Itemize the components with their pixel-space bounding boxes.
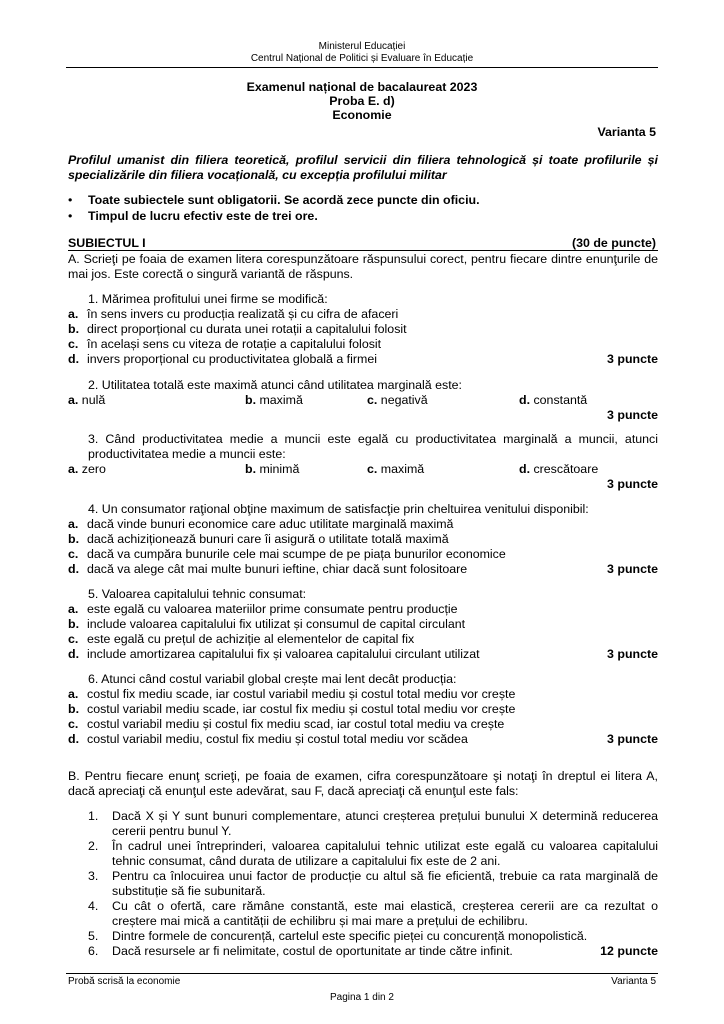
footer-left: Probă scrisă la economie xyxy=(68,976,181,987)
option: d. invers proporțional cu productivitatea globală a firmei 3 puncte xyxy=(68,352,658,366)
question-3 xyxy=(68,432,658,492)
option: a. dacă vinde bunuri economice care aduc utilitate marginală maximă xyxy=(68,517,454,531)
profile-text: Profilul umanist din filiera teoretică, profilul servicii din filiera tehnologică și toate profilurile și specializările din filiera vocațională, cu excepția profilului militar xyxy=(68,153,658,182)
question-stem: 6. Atunci când costul variabil global crește mai lent decât producția: xyxy=(88,672,457,686)
question-points: 3 puncte xyxy=(607,477,658,491)
option: b. direct proporțional cu durata unei rotații a capitalului folosit xyxy=(68,322,407,336)
option: d. dacă va alege cât mai multe bunuri ieftine, chiar dacă sunt folositoare 3 puncte xyxy=(68,562,658,576)
question-points: 3 puncte xyxy=(607,732,658,746)
part-b-points: 12 puncte xyxy=(600,944,658,958)
question-stem: 3. Când productivitatea medie a muncii este egală cu productivitatea marginală a muncii, atunci productivitatea medie a muncii este: xyxy=(88,432,658,461)
option: c. dacă va cumpăra bunurile cele mai scumpe de pe piața bunurilor economice xyxy=(68,547,506,561)
exam-subject: Economie xyxy=(332,108,392,122)
header-center: Centrul Național de Politici și Evaluare în Educație xyxy=(250,53,474,64)
part-b-list xyxy=(88,809,658,959)
footer-right: Varianta 5 xyxy=(611,976,656,987)
question-6 xyxy=(68,672,658,747)
list-item: 1. Dacă X și Y sunt bunuri complementare, atunci creșterea prețului bunului X determină reducerea cererii pentru bunul Y. xyxy=(88,809,658,838)
options-row: a. zero b. minimă c. maximă d. crescătoare xyxy=(68,462,599,476)
section-underline xyxy=(68,250,658,251)
list-item: 3. Pentru ca înlocuirea unui factor de producție cu altul să fie eficientă, trebuie ca rata marginală de substituție să fie subunitară. xyxy=(88,869,658,898)
variant-label: Varianta 5 xyxy=(597,125,656,139)
question-stem: 5. Valoarea capitalului tehnic consumat: xyxy=(88,587,307,601)
option: c. costul variabil mediu și costul fix mediu scad, iar costul total mediu va crește xyxy=(68,717,505,731)
options-row: a. nulă b. maximă c. negativă d. constantă xyxy=(68,393,588,407)
question-1 xyxy=(68,292,658,367)
question-stem: 2. Utilitatea totală este maximă atunci când utilitatea marginală este: xyxy=(88,378,462,392)
question-stem: 4. Un consumator raţional obţine maximum de satisfacţie prin cheltuirea venitului disponibil: xyxy=(88,502,589,516)
question-points: 3 puncte xyxy=(607,408,658,422)
part-a-intro: A. Scrieţi pe foaia de examen litera corespunzătoare răspunsului corect, pentru fiecare dintre enunţurile de mai jos. Este corectă o singură variantă de răspuns. xyxy=(68,252,658,281)
question-points: 3 puncte xyxy=(607,562,658,576)
list-item: 2. În cadrul unei întreprinderi, valoarea capitalului tehnic utilizat este egală cu valoarea capitalului tehnic consumat, când durata de utilizare a capitalului fix este de 2 ani. xyxy=(88,839,658,868)
option: d. costul variabil mediu, costul fix mediu și costul total mediu vor scădea 3 puncte xyxy=(68,732,658,746)
exam-title: Examenul național de bacalaureat 2023 xyxy=(246,80,478,94)
option: d. include amortizarea capitalului fix și valoarea capitalului circulant utilizat 3 puncte xyxy=(68,647,658,661)
option: c. în același sens cu viteza de rotație a capitalului folosit xyxy=(68,337,382,351)
question-points: 3 puncte xyxy=(607,647,658,661)
list-item: 4. Cu cât o ofertă, care rămâne constantă, este mai elastică, creșterea cererii are ca rezultat o creștere mai mică a cantității de echilibru și mai mare a prețului de echilibru. xyxy=(88,899,658,928)
option: b. costul variabil mediu scade, iar costul fix mediu și costul total mediu vor crește xyxy=(68,702,516,716)
rule-2: • Timpul de lucru efectiv este de trei ore. xyxy=(68,209,318,224)
section-points: (30 de puncte) xyxy=(572,236,656,250)
footer-page: Pagina 1 din 2 xyxy=(330,992,394,1003)
part-b-intro: B. Pentru fiecare enunţ scrieţi, pe foaia de examen, cifra corespunzătoare şi notaţi în dreptul ei litera A, dacă apreciaţi că enunţul este adevărat, sau F, dacă apreciaţi că enunţul este fals: xyxy=(68,769,658,798)
option: c. este egală cu prețul de achiziție al elementelor de capital fix xyxy=(68,632,415,646)
header-divider xyxy=(66,67,658,68)
question-4 xyxy=(68,502,658,577)
option: a. este egală cu valoarea materiilor prime consumate pentru producție xyxy=(68,602,458,616)
option: b. dacă achiziționează bunuri care îi asigură o utilitate totală maximă xyxy=(68,532,449,546)
exam-proba: Proba E. d) xyxy=(329,94,395,108)
rule-1: • Toate subiectele sunt obligatorii. Se acordă zece puncte din oficiu. xyxy=(68,193,480,208)
option: b. include valoarea capitalului fix utilizat și consumul de capital circulant xyxy=(68,617,466,631)
section-title: SUBIECTUL I xyxy=(68,236,146,250)
question-5 xyxy=(68,587,658,662)
footer-divider xyxy=(66,973,658,974)
option: a. în sens invers cu producția realizată și cu cifra de afaceri xyxy=(68,307,399,321)
list-item: 6. Dacă resursele ar fi nelimitate, costul de oportunitate ar tinde către infinit. 12 puncte xyxy=(88,944,658,958)
header-ministry: Ministerul Educației xyxy=(318,41,406,52)
question-2 xyxy=(68,378,658,423)
option: a. costul fix mediu scade, iar costul variabil mediu și costul total mediu vor crește xyxy=(68,687,516,701)
question-stem: 1. Mărimea profitului unei firme se modifică: xyxy=(88,292,328,306)
list-item: 5. Dintre formele de concurență, cartelul este specific pieței cu concurență monopolistică. xyxy=(88,929,588,943)
question-points: 3 puncte xyxy=(607,352,658,366)
